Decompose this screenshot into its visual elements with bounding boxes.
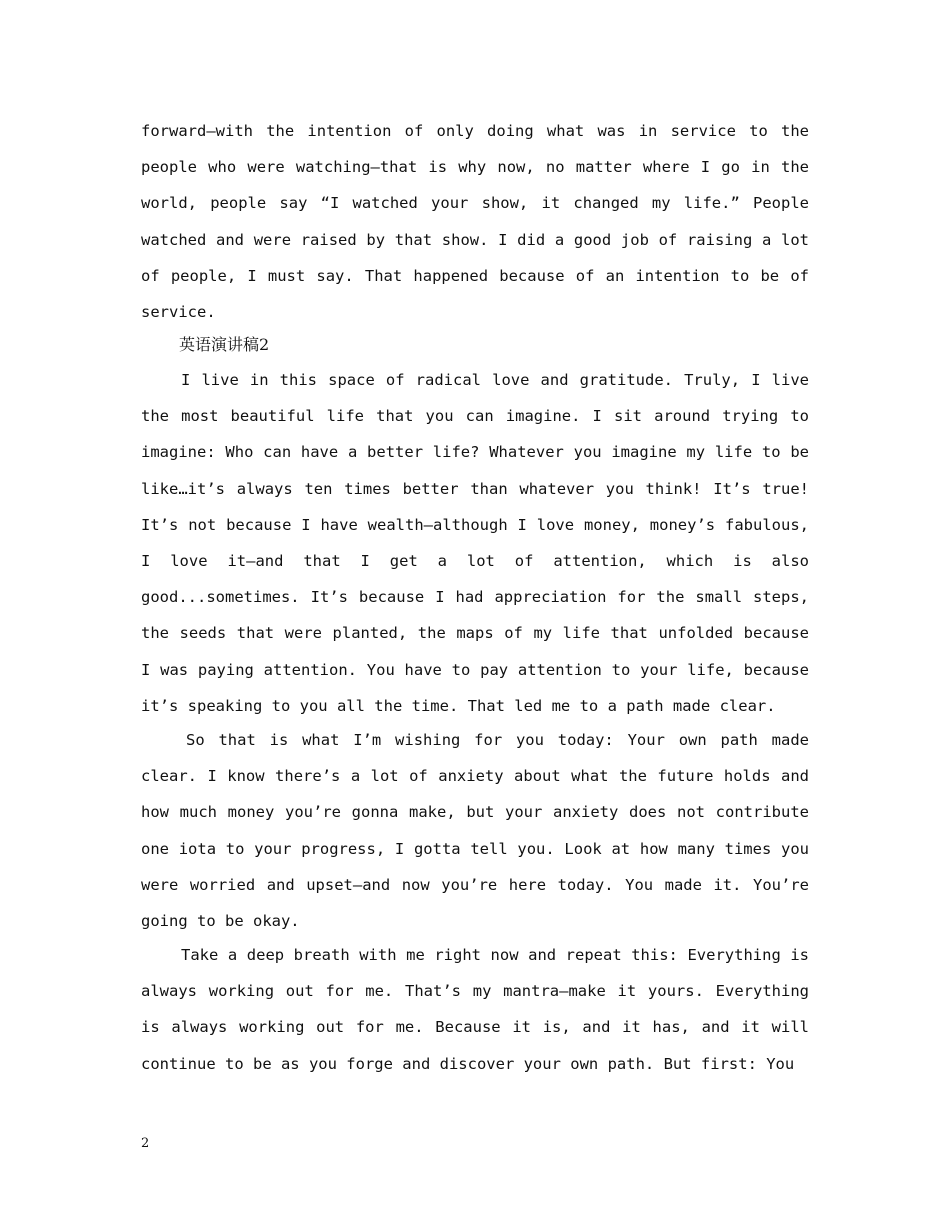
paragraph-1 — [141, 113, 809, 330]
section-heading: 英语演讲稿2 — [179, 335, 270, 354]
paragraph-3 — [141, 722, 809, 939]
paragraph-4 — [141, 937, 809, 1082]
paragraph-2-text: I live in this space of radical love and gratitude. Truly, I live the most beautiful life that you can imagine. I sit around trying to imagine: Who can have a better life? Whatever you imagine my life to be like…it’s always ten times better than whatever you think! It’s true! It’s not because I have wealth—although I love money, money’s fabulous, I love it—and that I get a lot of attention, which is also good...sometimes. It’s because I had appreciation for the small steps, the seeds that were planted, the maps of my life that unfolded because I was paying attention. You have to pay attention to your life, because it’s speaking to you all the time. That led me to a path made clear. — [141, 371, 809, 715]
paragraph-2 — [141, 362, 809, 724]
page-number: 2 — [141, 1136, 150, 1151]
paragraph-3-text: So that is what I’m wishing for you today: Your own path made clear. I know there’s a lot of anxiety about what the future holds and how much money you’re gonna make, but your anxiety does not contribute one iota to your progress, I gotta tell you. Look at how many times you were worried and upset—and now you’re here today. You made it. You’re going to be okay. — [141, 731, 809, 931]
paragraph-1-text: forward—with the intention of only doing what was in service to the people who were watching—that is why now, no matter where I go in the world, people say “I watched your show, it changed my life.” People watched and were raised by that show. I did a good job of raising a lot of people, I must say. That happened because of an intention to be of service. — [141, 122, 809, 322]
paragraph-4-text: Take a deep breath with me right now and repeat this: Everything is always working out for me. That’s my mantra—make it yours. Everything is always working out for me. Because it is, and it has, and it will continue to be as you forge and discover your own path. But first: You — [141, 946, 809, 1073]
